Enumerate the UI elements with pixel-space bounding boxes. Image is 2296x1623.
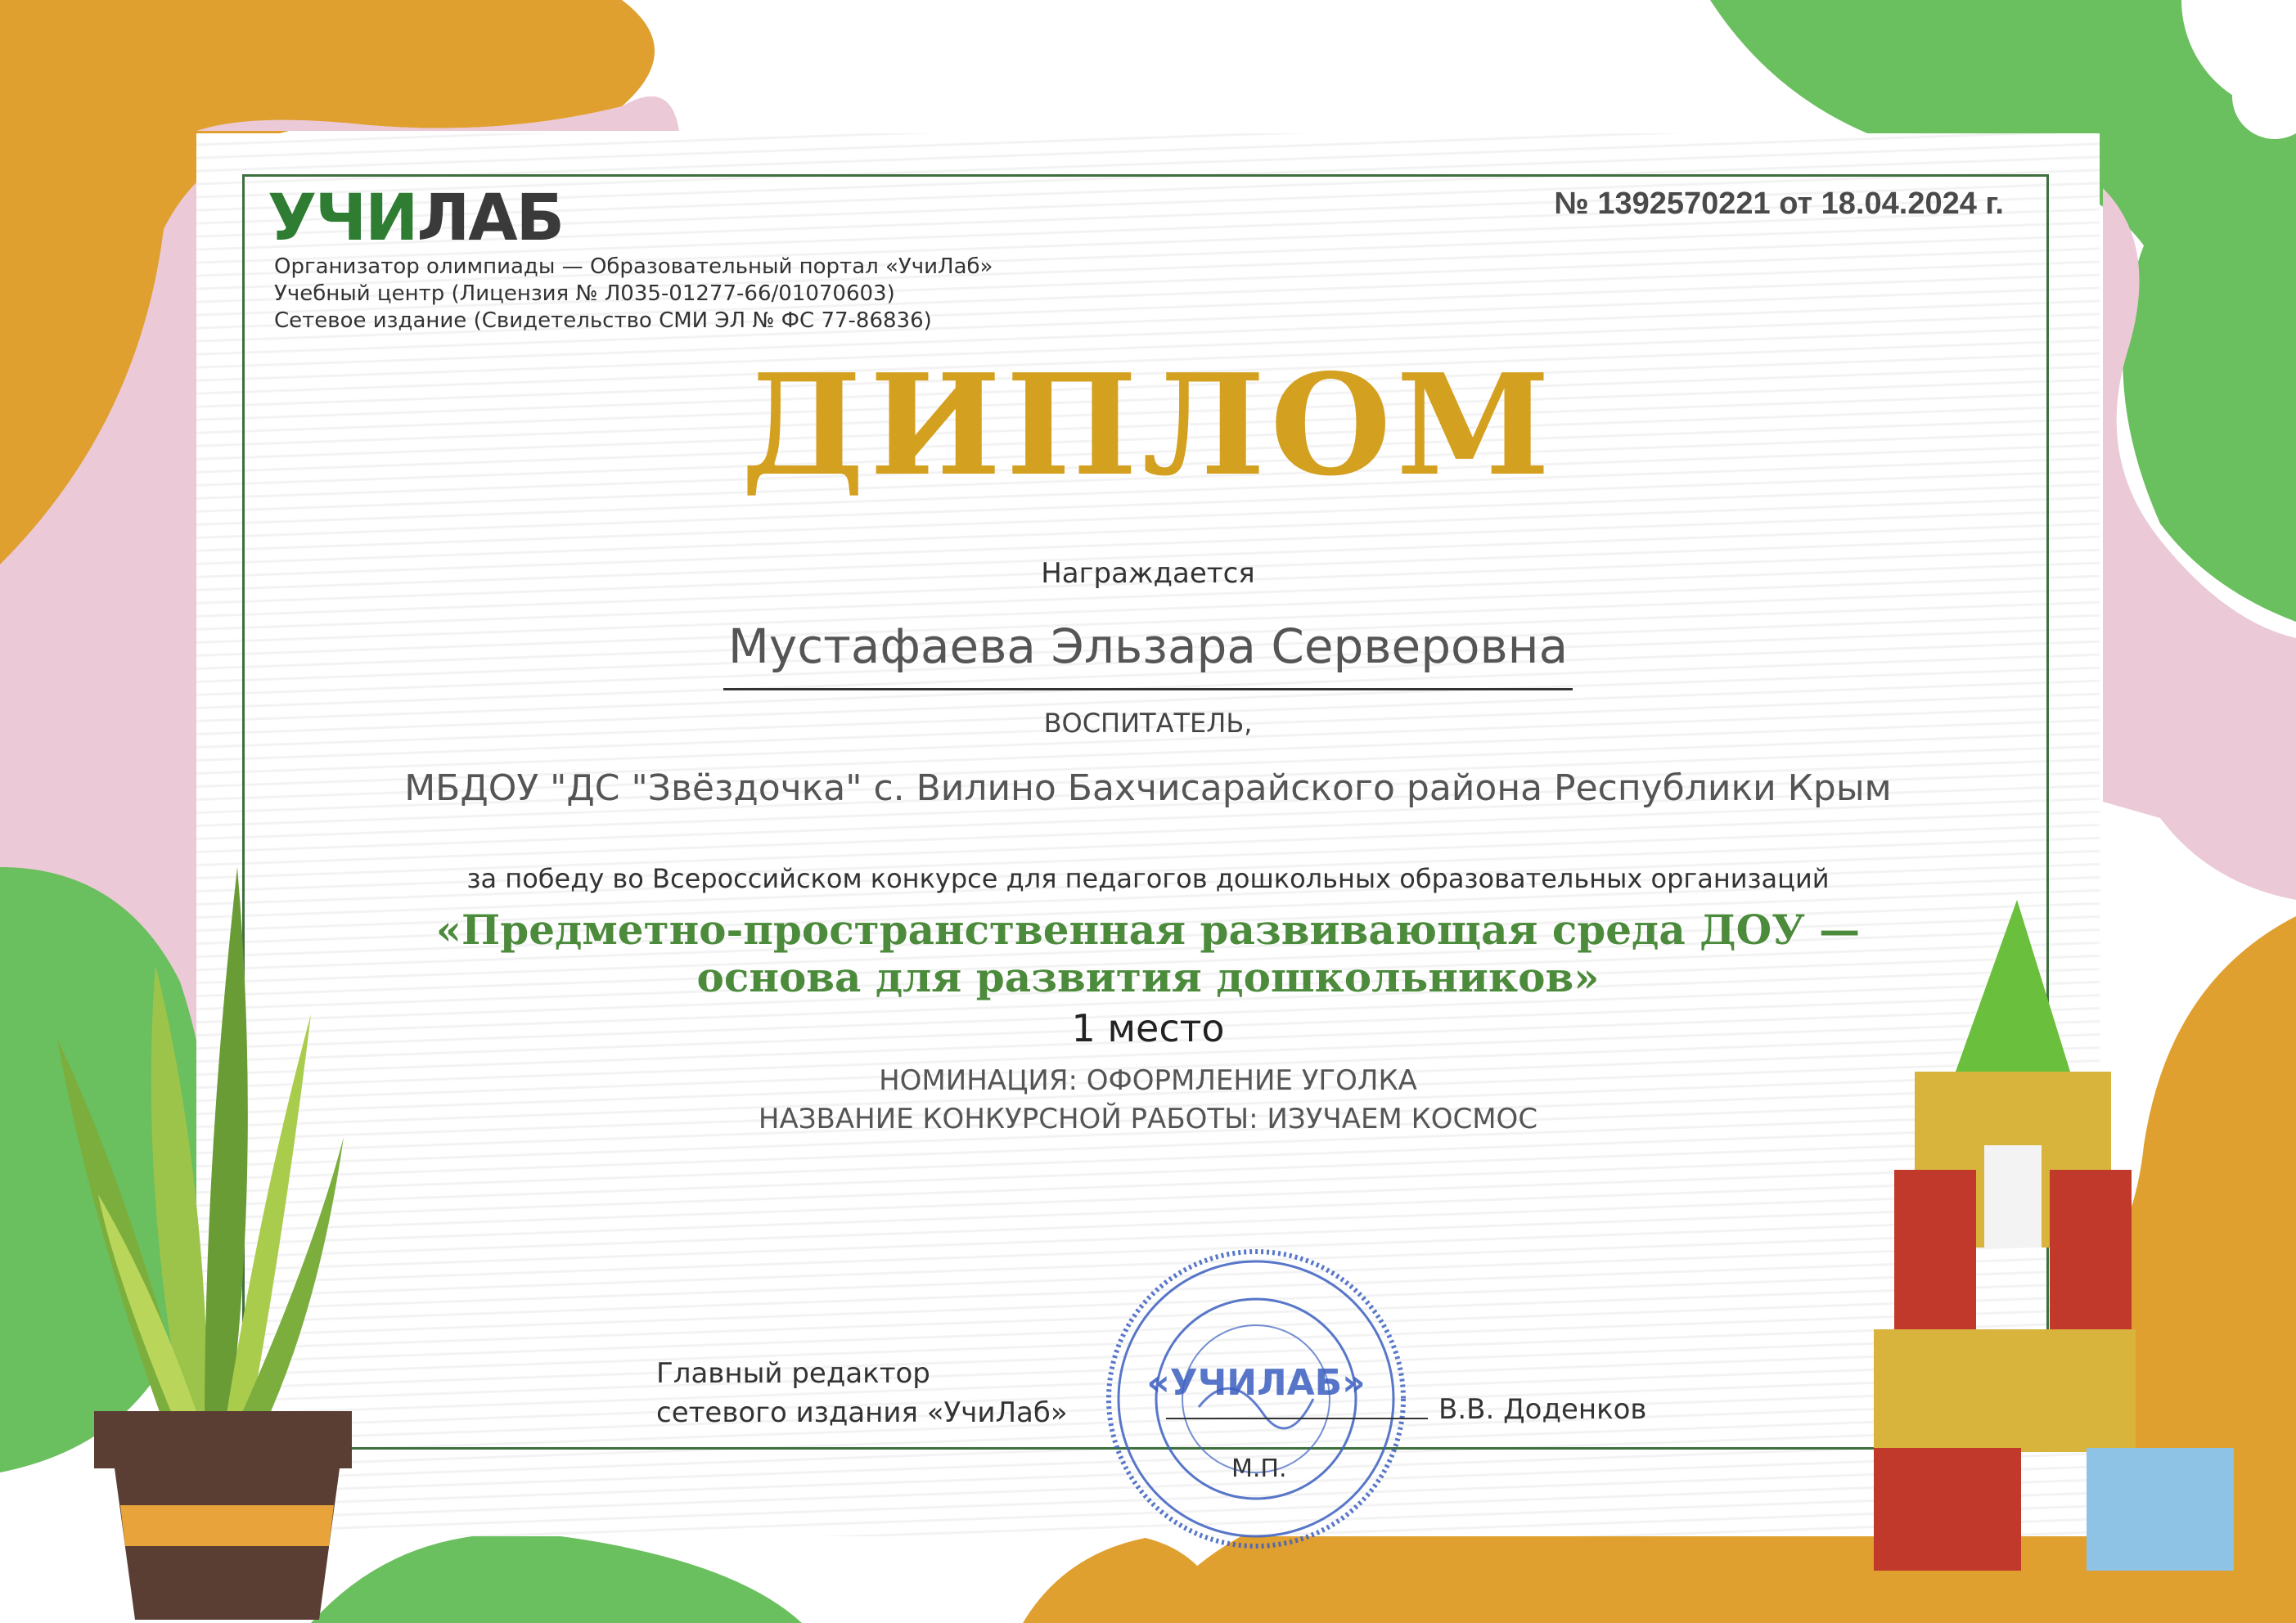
award-reason: за победу во Всероссийском конкурсе для педагогов дошкольных образовательных организаций	[466, 863, 1830, 894]
stamp-center-text: «УЧИЛАБ»	[1146, 1362, 1366, 1404]
recipient-position: ВОСПИТАТЕЛЬ,	[1043, 708, 1253, 739]
stamp-place-label: М.П.	[1231, 1454, 1287, 1483]
recipient-underline	[723, 688, 1573, 690]
work-title: НАЗВАНИЕ КОНКУРСНОЙ РАБОТЫ: ИЗУЧАЕМ КОСМОС	[758, 1103, 1538, 1135]
document-number: № 1392570221 от 18.04.2024 г.	[1554, 187, 2004, 221]
organizer-line: Организатор олимпиады — Образовательный портал «УчиЛаб»	[274, 254, 993, 279]
uchilab-logo	[268, 182, 564, 255]
contest-title-line-1: «Предметно-пространственная развивающая среда ДОУ —	[435, 906, 1861, 954]
contest-title-line-2: основа для развития дошкольников»	[696, 953, 1600, 1001]
plant-illustration	[41, 851, 352, 1620]
nomination: НОМИНАЦИЯ: ОФОРМЛЕНИЕ УГОЛКА	[879, 1064, 1417, 1097]
logo-part-1: УЧИ	[268, 182, 417, 255]
signature-line	[1166, 1418, 1428, 1419]
recipient-name: Мустафаева Эльзара Серверовна	[727, 618, 1569, 674]
awarded-label: Награждается	[1041, 557, 1255, 590]
recipient-organization: МБДОУ "ДС "Звёздочка" с. Вилино Бахчисарайского района Республики Крым	[404, 767, 1892, 809]
license-line: Учебный центр (Лицензия № Л035-01277-66/01070603)	[274, 281, 895, 306]
editor-title-line-2: сетевого издания «УчиЛаб»	[656, 1396, 1068, 1429]
diploma-title: ДИПЛОМ	[741, 344, 1555, 507]
editor-name: В.В. Доденков	[1438, 1393, 1647, 1426]
toy-blocks-illustration	[1874, 900, 2258, 1579]
media-certificate-line: Сетевое издание (Свидетельство СМИ ЭЛ № ФС 77-86836)	[274, 308, 932, 333]
place-result: 1 место	[1071, 1006, 1225, 1050]
editor-title	[656, 1354, 1068, 1432]
logo-part-2: ЛАБ	[416, 182, 564, 255]
editor-title-line-1: Главный редактор	[656, 1357, 930, 1390]
organizer-info	[274, 254, 993, 335]
